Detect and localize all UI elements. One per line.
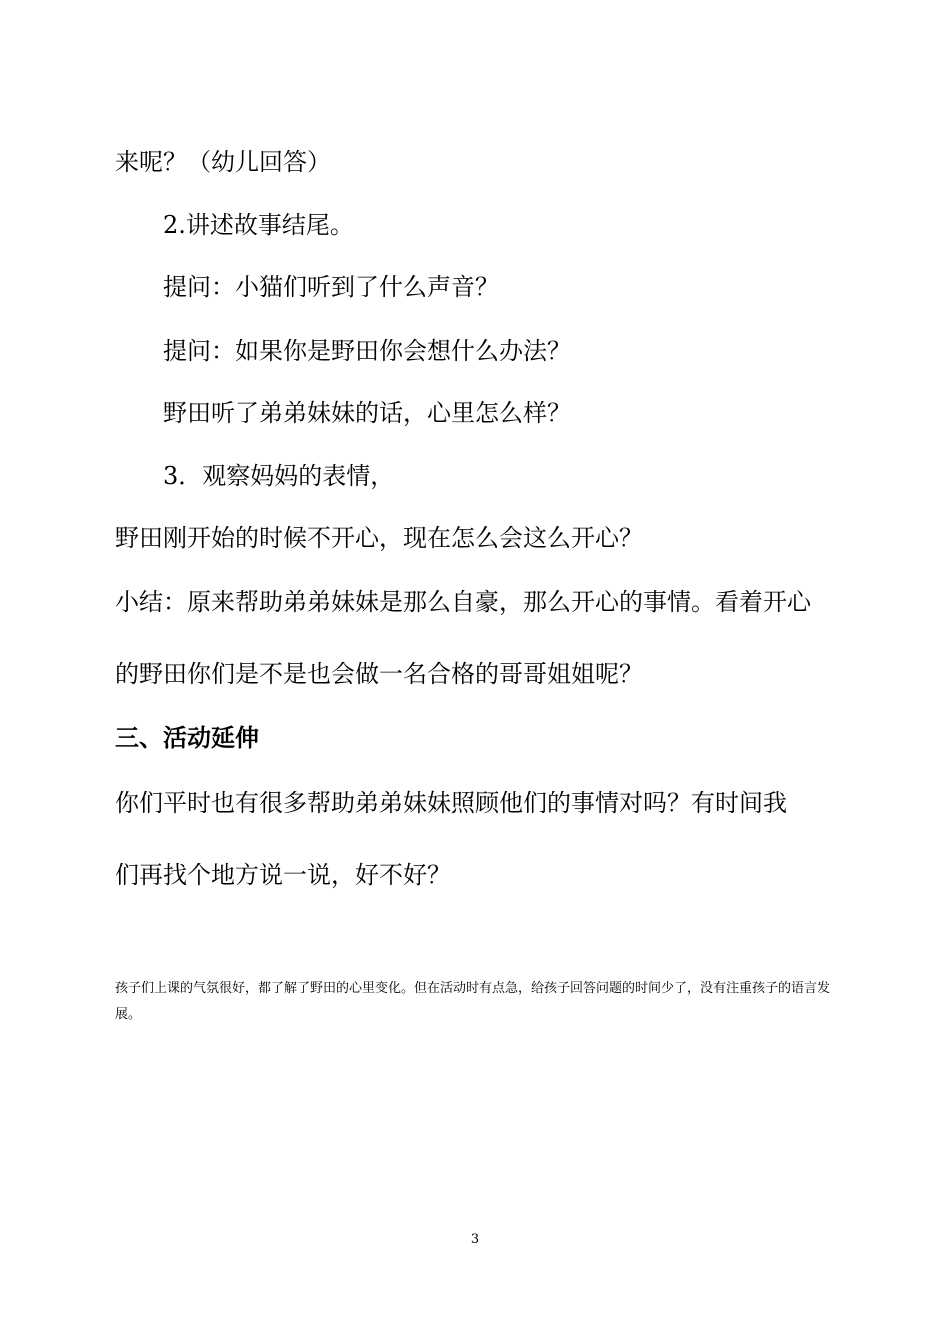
text-line-feeling: 野田听了弟弟妹妹的话，心里怎么样？ [163, 399, 571, 427]
text-line-summary: 小结：原来帮助弟弟妹妹是那么自豪，那么开心的事情。看着开心 [115, 588, 811, 616]
section-heading-activity-extension: 三、活动延伸 [115, 724, 259, 752]
text-line-question-sound: 提问：小猫们听到了什么声音？ [163, 273, 499, 301]
text-line-children-answer: 来呢？（幼儿回答） [115, 148, 331, 176]
page-number: 3 [470, 1232, 480, 1247]
text-line-observe-mother: 3．观察妈妈的表情， [163, 462, 395, 490]
text-line-extension: 你们平时也有很多帮助弟弟妹妹照顾他们的事情对吗？有时间我 [115, 789, 787, 817]
text-line-story-ending: 2.讲述故事结尾。 [163, 211, 354, 239]
text-line-summary-continued: 的野田你们是不是也会做一名合格的哥哥姐姐呢？ [115, 660, 643, 688]
text-line-why-happy: 野田刚开始的时候不开心，现在怎么会这么开心？ [115, 524, 643, 552]
text-line-extension-continued: 们再找个地方说一说，好不好？ [115, 861, 451, 889]
reflection-note: 孩子们上课的气氛很好，都了解了野田的心里变化。但在活动时有点急，给孩子回答问题的时间少了，没有注重孩子的语言发展。 [115, 981, 831, 1022]
text-line-question-method: 提问：如果你是野田你会想什么办法？ [163, 337, 571, 365]
